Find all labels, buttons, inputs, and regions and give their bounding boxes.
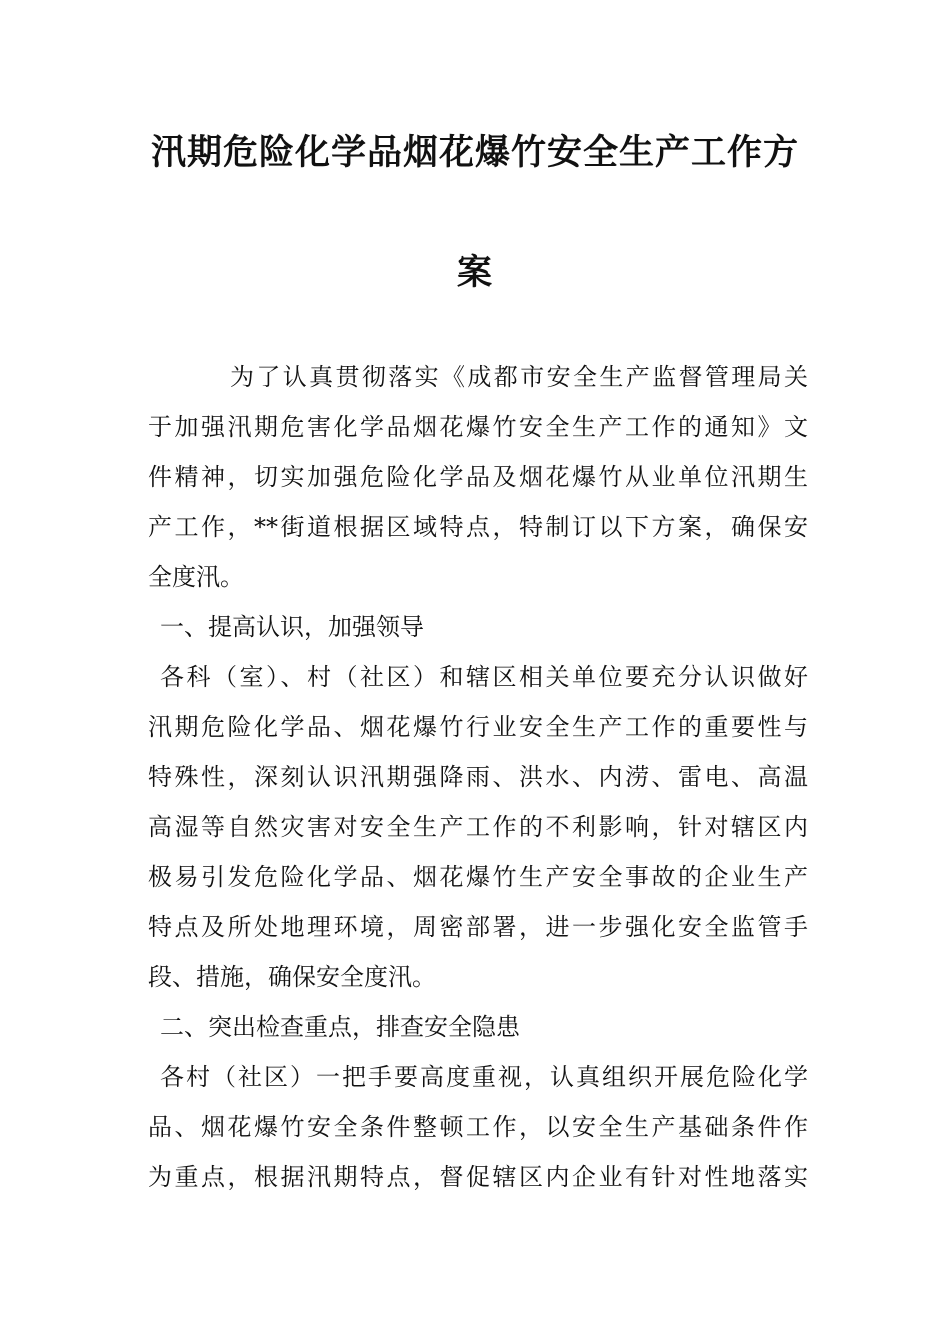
document-body <box>148 352 808 1202</box>
paragraph-2-line-3: 特殊性，深刻认识汛期强降雨、洪水、内涝、雷电、高温 <box>148 763 808 791</box>
paragraph-3-line-1: 各村（社区）一把手要高度重视，认真组织开展危险化学 <box>160 1063 808 1091</box>
paragraph-2-line-5: 极易引发危险化学品、烟花爆竹生产安全事故的企业生产 <box>148 863 808 891</box>
section-heading-1: 一、提高认识，加强领导 <box>160 613 424 641</box>
paragraph-1-line-3: 件精神，切实加强危险化学品及烟花爆竹从业单位汛期生 <box>148 463 808 491</box>
paragraph-2-line-2: 汛期危险化学品、烟花爆竹行业安全生产工作的重要性与 <box>148 713 808 741</box>
paragraph-2-line-6: 特点及所处地理环境，周密部署，进一步强化安全监管手 <box>148 913 808 941</box>
document-title-line1: 汛期危险化学品烟花爆竹安全生产工作方 <box>150 133 799 173</box>
paragraph-2-line-4: 高湿等自然灾害对安全生产工作的不利影响，针对辖区内 <box>148 813 808 841</box>
paragraph-2-line-1: 各科（室）、村（社区）和辖区相关单位要充分认识做好 <box>160 663 808 691</box>
paragraph-1-line-2: 于加强汛期危害化学品烟花爆竹安全生产工作的通知》文 <box>148 413 808 441</box>
document-title-line2: 案 <box>456 253 493 293</box>
paragraph-2-line-7: 段、措施，确保安全度汛。 <box>148 963 436 991</box>
paragraph-3-line-3: 为重点，根据汛期特点，督促辖区内企业有针对性地落实 <box>148 1163 808 1191</box>
section-heading-2: 二、突出检查重点，排查安全隐患 <box>160 1013 520 1041</box>
paragraph-1-line-4: 产工作，**街道根据区域特点，特制订以下方案，确保安 <box>148 513 808 541</box>
paragraph-1-line-5: 全度汛。 <box>148 563 244 591</box>
paragraph-1-line-1: 为了认真贯彻落实《成都市安全生产监督管理局关 <box>230 363 808 391</box>
paragraph-3-line-2: 品、烟花爆竹安全条件整顿工作，以安全生产基础条件作 <box>148 1113 808 1141</box>
